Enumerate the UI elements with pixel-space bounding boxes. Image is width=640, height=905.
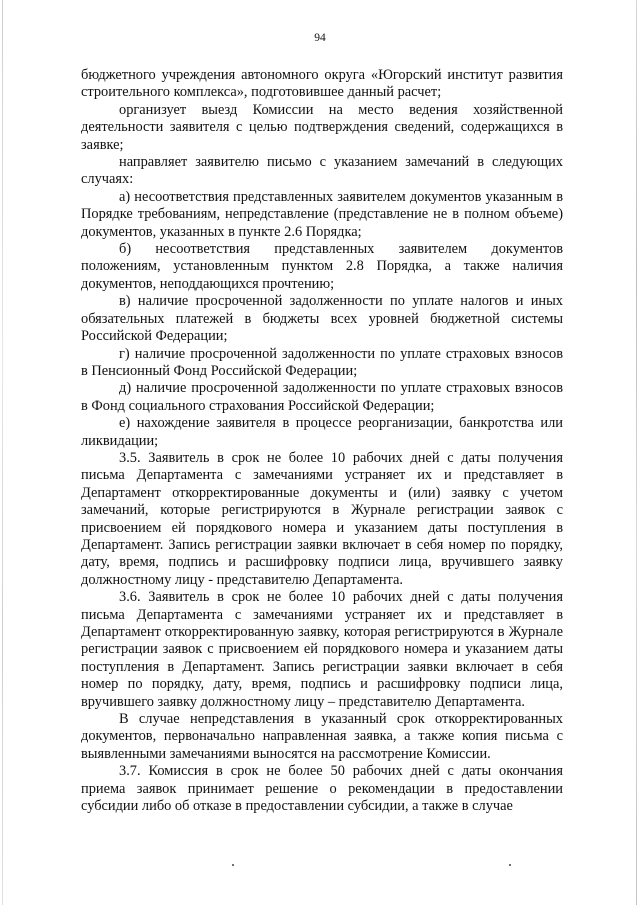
list-item-e: е) нахождение заявителя в процессе реорганизации, банкротства или ликвидации; bbox=[81, 415, 563, 449]
list-item-d: д) наличие просроченной задолженности по уплате страховых взносов в Фонд социального страхования Российской Федерации; bbox=[81, 380, 563, 414]
document-body bbox=[81, 67, 563, 815]
section-3-7: 3.7. Комиссия в срок не более 50 рабочих дней с даты окончания приема заявок принимает решение о рекомендации в предоставлении субсидии либо об отказе в предоставлении субсидии, а также в случае bbox=[81, 763, 563, 815]
section-3-5: 3.5. Заявитель в срок не более 10 рабочих дней с даты получения письма Департамента с замечаниями устраняет их и представляет в Департамент откорректированные документы и (или) заявку с учетом замечаний, которые регистрируются в Журнале регистрации заявок с присвоением ей порядкового номера и указанием даты поступления в Департамент. Запись регистрации заявки включает в себя номер по порядку, дату, время, подпись и расшифровку подписи лица, вручившего заявку должностному лицу - представителю Департамента. bbox=[81, 449, 563, 588]
list-item-b: б) несоответствия представленных заявителем документов положениям, установленным пунктом 2.8 Порядка, а также наличия документов, неподдающихся прочтению; bbox=[81, 241, 563, 292]
paragraph-2: организует выезд Комиссии на место ведения хозяйственной деятельности заявителя с целью подтверждения сведений, содержащихся в заявке; bbox=[81, 101, 563, 153]
page-number: 94 bbox=[314, 32, 326, 44]
scan-speck bbox=[232, 864, 234, 866]
paragraph-non-submission: В случае непредставления в указанный срок откорректированных документов, первоначально направленная заявка, а также копия письма с выявленными замечаниями выносятся на рассмотрение Комиссии. bbox=[81, 711, 563, 762]
list-item-g: г) наличие просроченной задолженности по уплате страховых взносов в Пенсионный Фонд Российской Федерации; bbox=[81, 345, 563, 379]
scan-speck bbox=[509, 864, 511, 866]
list-item-a: а) несоответствия представленных заявителем документов указанным в Порядке требованиям, непредставление (представление не в полном объеме) документов, указанных в пункте 2.6 Порядка; bbox=[81, 188, 563, 240]
scan-edge-right bbox=[636, 0, 637, 905]
scan-edge-left bbox=[2, 0, 3, 905]
paragraph-3: направляет заявителю письмо с указанием замечаний в следующих случаях: bbox=[81, 154, 563, 188]
list-item-v: в) наличие просроченной задолженности по уплате налогов и иных обязательных платежей в бюджеты всех уровней бюджетной системы Российской Федерации; bbox=[81, 293, 563, 345]
paragraph-1: бюджетного учреждения автономного округа «Югорский институт развития строительного комплекса», подготовившее данный расчет; bbox=[81, 67, 563, 101]
section-3-6: 3.6. Заявитель в срок не более 10 рабочих дней с даты получения письма Департамента с замечаниями устраняет их и представляет в Департамент откорректированную заявку, которая регистрируются в Журнале регистрации заявок с присвоением ей порядкового номера и указанием даты поступления в Департамент. Запись регистрации заявки включает в себя номер по порядку, дату, время, подпись и расшифровку подписи лица, вручившего заявку должностному лицу – представителю Департамента. bbox=[81, 589, 563, 710]
